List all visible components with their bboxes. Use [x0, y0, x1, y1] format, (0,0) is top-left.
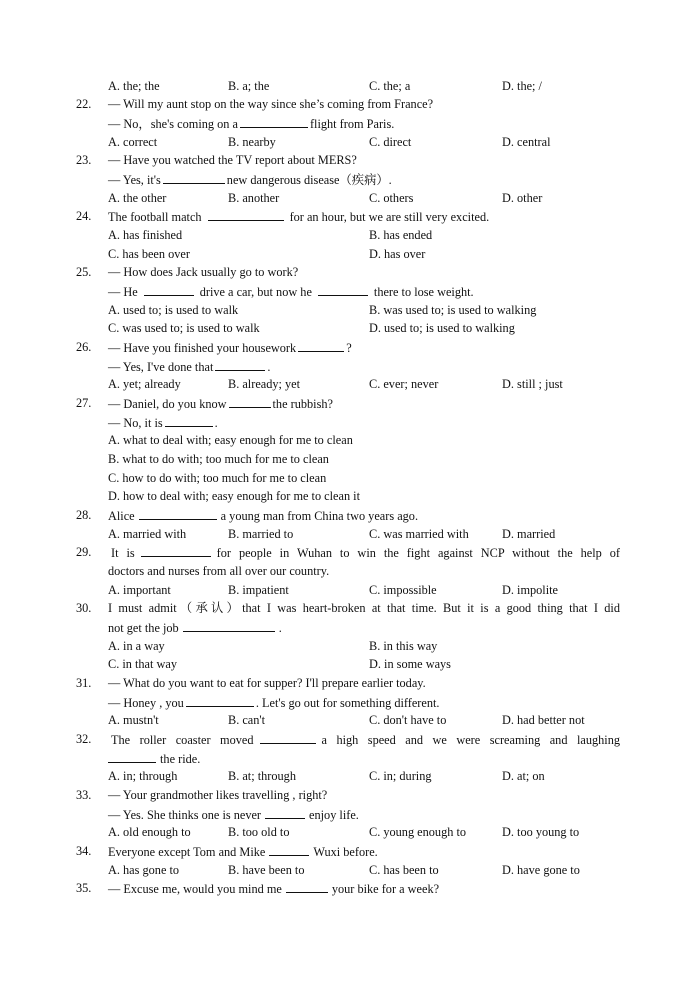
q26-option-d: D. still ; just — [502, 377, 563, 391]
q27-line2: — No, it is . — [108, 416, 218, 430]
q27-option-c: C. how to do with; too much for me to clean — [108, 471, 327, 485]
q25-option-b: B. was used to; is used to walking — [369, 303, 537, 317]
answer-blank[interactable] — [318, 284, 368, 296]
q25-option-c: C. was used to; is used to walk — [108, 321, 260, 335]
q30-option-b: B. in this way — [369, 639, 438, 653]
q21-option-b: B. a; the — [228, 79, 270, 93]
q27-line1: — Daniel, do you know the rubbish? — [108, 397, 333, 411]
q21-option-d: D. the; / — [502, 79, 542, 93]
q35-line1: — Excuse me, would you mind me your bike for a week? — [108, 882, 440, 896]
q25-line1: — How does Jack usually go to work? — [108, 265, 299, 279]
answer-blank[interactable] — [144, 284, 194, 296]
q33-option-d: D. too young to — [502, 825, 580, 839]
answer-blank[interactable] — [298, 340, 344, 352]
q22-option-b: B. nearby — [228, 135, 276, 149]
question-number: 31. — [76, 676, 92, 690]
q22-option-d: D. central — [502, 135, 551, 149]
q24-option-a: A. has finished — [108, 228, 183, 242]
q32-line2: the ride. — [108, 751, 200, 766]
answer-blank[interactable] — [286, 881, 328, 893]
question-number: 28. — [76, 508, 92, 522]
q30-option-d: D. in some ways — [369, 657, 451, 671]
q21-option-c: C. the; a — [369, 79, 411, 93]
answer-blank[interactable] — [163, 172, 225, 184]
q32-option-a: A. in; through — [108, 769, 178, 783]
answer-blank[interactable] — [265, 807, 305, 819]
q33-option-c: C. young enough to — [369, 825, 467, 839]
question-number: 25. — [76, 265, 92, 279]
question-number: 22. — [76, 97, 92, 111]
q23-option-a: A. the other — [108, 191, 167, 205]
q31-option-c: C. don't have to — [369, 713, 447, 727]
q30-line2: not get the job . — [108, 621, 282, 635]
q33-line1: — Your grandmother likes travelling , right? — [108, 788, 328, 802]
q23-line2: — Yes, it's new dangerous disease（疾病）. — [108, 173, 392, 187]
answer-blank[interactable] — [269, 844, 309, 856]
answer-blank[interactable] — [141, 545, 211, 557]
q31-line1: — What do you want to eat for supper? I'll prepare earlier today. — [108, 676, 426, 690]
answer-blank[interactable] — [186, 695, 254, 707]
q24-line1: The football match for an hour, but we are still very excited. — [108, 210, 490, 224]
q23-option-d: D. other — [502, 191, 543, 205]
question-number: 29. — [76, 545, 92, 559]
question-number: 27. — [76, 396, 92, 410]
q33-line2: — Yes. She thinks one is never enjoy life. — [108, 808, 359, 822]
q33-option-a: A. old enough to — [108, 825, 191, 839]
q34-option-b: B. have been to — [228, 863, 305, 877]
q22-option-a: A. correct — [108, 135, 158, 149]
q22-option-c: C. direct — [369, 135, 412, 149]
q26-option-a: A. yet; already — [108, 377, 181, 391]
q28-option-d: D. married — [502, 527, 556, 541]
q23-option-b: B. another — [228, 191, 280, 205]
q28-line1: Alice a young man from China two years ago. — [108, 509, 419, 523]
q25-option-d: D. used to; is used to walking — [369, 321, 515, 335]
answer-blank[interactable] — [260, 732, 316, 744]
question-number: 23. — [76, 153, 92, 167]
q23-line1: — Have you watched the TV report about MERS? — [108, 153, 357, 167]
q34-option-d: D. have gone to — [502, 863, 580, 877]
answer-blank[interactable] — [208, 209, 284, 221]
question-number: 30. — [76, 601, 92, 615]
q24-option-c: C. has been over — [108, 247, 190, 261]
q32-option-b: B. at; through — [228, 769, 296, 783]
q30-option-c: C. in that way — [108, 657, 177, 671]
q29-option-a: A. important — [108, 583, 171, 597]
question-number: 24. — [76, 209, 92, 223]
q22-line1: — Will my aunt stop on the way since she’s coming from France? — [108, 97, 434, 111]
q31-option-b: B. can't — [228, 713, 266, 727]
q21-option-a: A. the; the — [108, 79, 160, 93]
q34-line1: Everyone except Tom and Mike Wuxi before. — [108, 845, 378, 859]
q28-option-b: B. married to — [228, 527, 294, 541]
q25-option-a: A. used to; is used to walk — [108, 303, 239, 317]
q33-option-b: B. too old to — [228, 825, 290, 839]
q22-line2: — No，she's coming on a flight from Paris. — [108, 117, 395, 131]
q24-option-b: B. has ended — [369, 228, 433, 242]
answer-blank[interactable] — [229, 396, 271, 408]
answer-blank[interactable] — [108, 751, 156, 763]
answer-blank[interactable] — [165, 415, 213, 427]
q28-option-c: C. was married with — [369, 527, 469, 541]
q31-option-d: D. had better not — [502, 713, 585, 727]
question-number: 26. — [76, 340, 92, 354]
question-number: 34. — [76, 844, 92, 858]
answer-blank[interactable] — [215, 359, 265, 371]
question-number: 33. — [76, 788, 92, 802]
q29-option-d: D. impolite — [502, 583, 559, 597]
question-number: 32. — [76, 732, 92, 746]
q26-option-c: C. ever; never — [369, 377, 439, 391]
answer-blank[interactable] — [240, 116, 308, 128]
q27-option-b: B. what to do with; too much for me to clean — [108, 452, 329, 466]
q29-line2: doctors and nurses from all over our country. — [108, 564, 330, 578]
q27-option-d: D. how to deal with; easy enough for me to clean it — [108, 489, 361, 503]
answer-blank[interactable] — [139, 508, 217, 520]
q28-option-a: A. married with — [108, 527, 187, 541]
q32-line1: The roller coaster moved a high speed and we were screaming and laughing — [111, 733, 621, 747]
q31-option-a: A. mustn't — [108, 713, 159, 727]
q29-line1: It is for people in Wuhan to win the fight against NCP without the help of — [111, 546, 620, 560]
q26-option-b: B. already; yet — [228, 377, 301, 391]
question-number: 35. — [76, 881, 92, 895]
q32-option-d: D. at; on — [502, 769, 545, 783]
q24-option-d: D. has over — [369, 247, 426, 261]
q29-option-c: C. impossible — [369, 583, 437, 597]
q34-option-a: A. has gone to — [108, 863, 180, 877]
q29-option-b: B. impatient — [228, 583, 289, 597]
q30-line1: I must admit（承认）that I was heart-broken at that time. But it is a good thing that I did — [108, 601, 620, 615]
answer-blank[interactable] — [183, 620, 275, 632]
q27-option-a: A. what to deal with; easy enough for me to clean — [108, 433, 353, 447]
q23-option-c: C. others — [369, 191, 414, 205]
q31-line2: — Honey , you . Let's go out for something different. — [108, 696, 440, 710]
q25-line2: — He drive a car, but now he there to lose weight. — [108, 285, 474, 299]
q32-option-c: C. in; during — [369, 769, 432, 783]
q26-line1: — Have you finished your housework ? — [108, 341, 352, 355]
q34-option-c: C. has been to — [369, 863, 439, 877]
q26-line2: — Yes, I've done that . — [108, 360, 271, 374]
q30-option-a: A. in a way — [108, 639, 165, 653]
